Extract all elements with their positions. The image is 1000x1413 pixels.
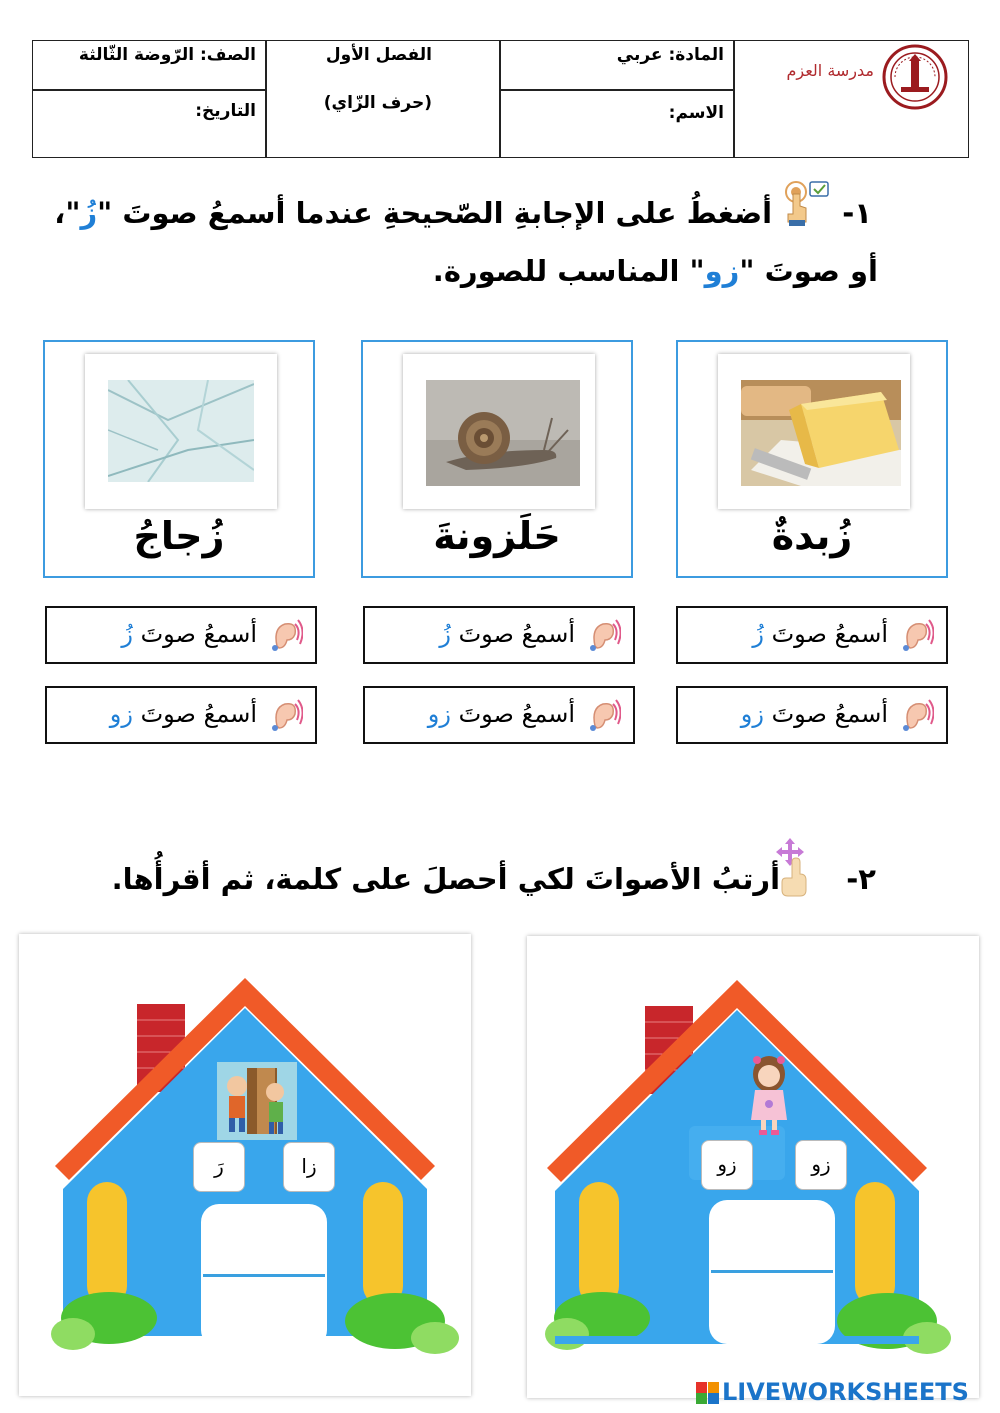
school-logo-icon xyxy=(881,43,949,115)
q2-number: ٢- xyxy=(846,862,876,896)
subject-label: المادة: عربي xyxy=(616,45,724,65)
card-word: زُجاجُ xyxy=(133,514,225,558)
answer-sound: زُ xyxy=(439,620,451,648)
card-word: حَلَزونةَ xyxy=(433,514,561,558)
q1-line2-a: أو صوتَ " xyxy=(739,254,878,288)
lesson-label: (حرف الزّاي) xyxy=(323,93,432,113)
q1-letter: زُ xyxy=(80,196,98,230)
house-panel-2 xyxy=(19,934,471,1396)
header-divider xyxy=(33,89,265,91)
glass-image xyxy=(108,380,254,482)
answer-text: أسمعُ صوتَ xyxy=(771,700,888,728)
header-divider xyxy=(499,41,501,157)
snail-image xyxy=(426,380,580,486)
tap-hand-icon xyxy=(780,180,834,232)
answer-sound: زو xyxy=(109,700,133,728)
answer-text: أسمعُ صوتَ xyxy=(771,620,888,648)
class-label: الصف: الرّوضة الثّالثة xyxy=(78,45,256,65)
name-label: الاسم: xyxy=(668,103,724,123)
syllable-tile[interactable]: زو xyxy=(795,1140,847,1190)
answer-text: أسمعُ صوتَ xyxy=(458,620,575,648)
answer-zu-glass[interactable] xyxy=(45,606,317,664)
q1-line1 xyxy=(54,196,872,230)
syllable-tile[interactable]: رَ xyxy=(193,1142,245,1192)
answer-zoo-snail[interactable] xyxy=(363,686,635,744)
term-label: الفصل الأول xyxy=(325,45,432,65)
ear-icon xyxy=(898,698,934,740)
snail-photo xyxy=(403,354,595,509)
date-label: التاريخ: xyxy=(195,101,256,121)
ear-icon xyxy=(898,618,934,660)
picture-card-glass xyxy=(43,340,315,578)
door-picture xyxy=(217,1062,297,1144)
q1-line2-letter: زو xyxy=(704,254,740,288)
q2-text: أرتبُ الأصواتَ لكي أحصلَ على كلمة، ثم أقرأُها. xyxy=(111,862,781,896)
ear-icon xyxy=(267,698,303,740)
liveworksheets-icon xyxy=(696,1382,722,1404)
school-name: مدرسة العزم xyxy=(786,61,874,80)
answer-drop-zone[interactable] xyxy=(201,1204,327,1348)
q2-line xyxy=(112,862,876,896)
answer-sound: زو xyxy=(740,700,764,728)
drop-line xyxy=(203,1274,325,1277)
answer-sound: زُ xyxy=(752,620,764,648)
q1-text-b: "، xyxy=(54,196,81,230)
answer-zoo-glass[interactable] xyxy=(45,686,317,744)
answer-zu-snail[interactable] xyxy=(363,606,635,664)
picture-card-snail xyxy=(361,340,633,578)
q1-number: ١- xyxy=(842,196,872,230)
header-divider xyxy=(499,89,733,91)
answer-text: أسمعُ صوتَ xyxy=(140,700,257,728)
ear-icon xyxy=(585,698,621,740)
answer-sound: زُ xyxy=(121,620,133,648)
footer-brand: LIVEWORKSHEETS xyxy=(722,1378,969,1406)
drag-hand-icon xyxy=(772,836,812,902)
card-word: زُبدةٌ xyxy=(771,514,853,558)
picture-card-butter xyxy=(676,340,948,578)
header-divider xyxy=(733,41,735,157)
butter-photo xyxy=(718,354,910,509)
syllable-tile[interactable]: زا xyxy=(283,1142,335,1192)
answer-text: أسمعُ صوتَ xyxy=(140,620,257,648)
q1-line2-b: " المناسب للصورة. xyxy=(432,254,705,288)
house-panel-1 xyxy=(527,936,979,1398)
answer-sound: زو xyxy=(427,700,451,728)
butter-image xyxy=(741,380,901,486)
ear-icon xyxy=(267,618,303,660)
girl-picture xyxy=(747,1054,791,1142)
glass-photo xyxy=(85,354,277,509)
drop-line xyxy=(711,1270,833,1273)
answer-zu-butter[interactable] xyxy=(676,606,948,664)
header-divider xyxy=(265,41,267,157)
q1-text-a: أضغطُ على الإجابةِ الصّحيحةِ عندما أسمعُ صوتَ " xyxy=(97,196,773,230)
q1-line2 xyxy=(433,254,878,288)
answer-drop-zone[interactable] xyxy=(709,1200,835,1344)
syllable-tile[interactable]: زو xyxy=(701,1140,753,1190)
answer-text: أسمعُ صوتَ xyxy=(458,700,575,728)
answer-zoo-butter[interactable] xyxy=(676,686,948,744)
header-table xyxy=(32,40,969,158)
ear-icon xyxy=(585,618,621,660)
liveworksheets-logo xyxy=(696,1378,969,1406)
